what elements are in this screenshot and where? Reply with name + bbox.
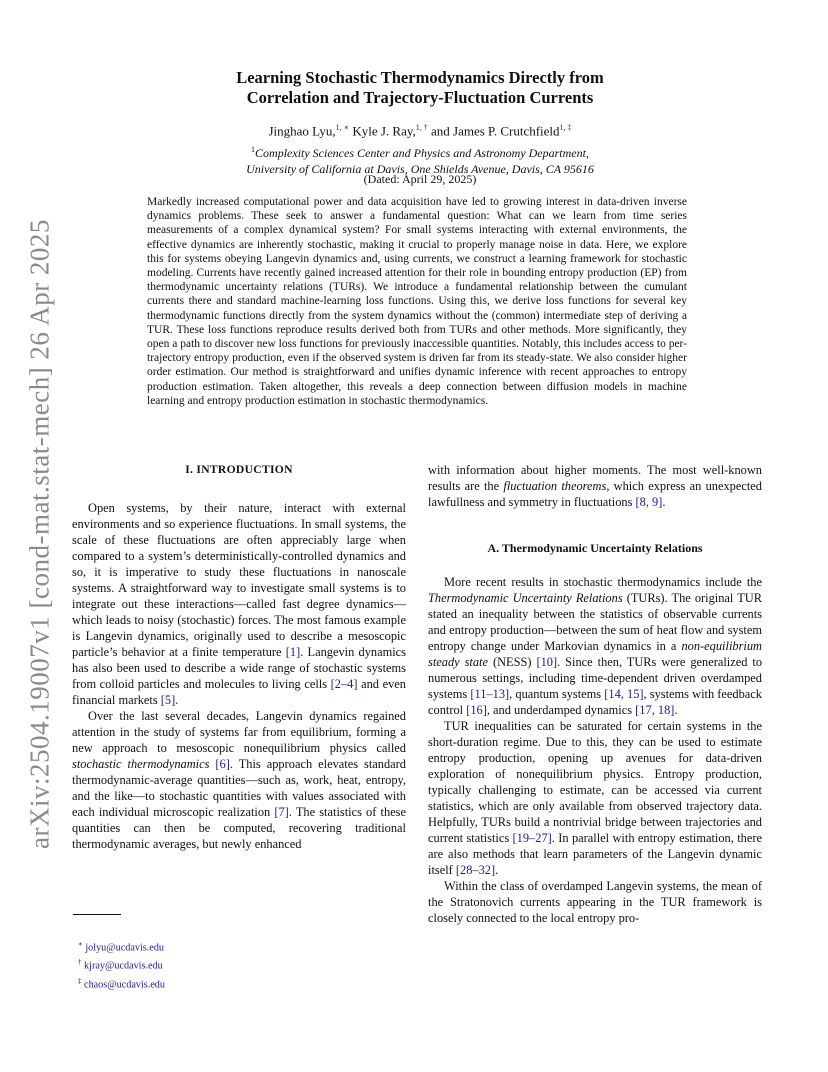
email-link[interactable]: jolyu@ucdavis.edu xyxy=(85,942,165,954)
emphasis: Thermodynamic Uncertainty Relations xyxy=(428,591,623,605)
section-heading: I. INTRODUCTION xyxy=(185,463,293,476)
footnotes xyxy=(78,937,165,992)
author-marks[interactable]: 1, † xyxy=(415,123,428,132)
citation-link[interactable]: [17, 18] xyxy=(635,703,675,717)
citation-link[interactable]: [28–32] xyxy=(455,863,496,877)
paragraph: More recent results in stochastic thermodynamics include the Thermodynamic Uncertainty Relations (TURs). The original TUR stated an inequality between the statistics of observable currents and entropy production—between the sum of heat flow and system entropy change under Markovian dynamics in a non-equilibrium steady state (NESS) [10]. Since then, TURs were generalized to numerous settings, including time-dependent driven overdamped systems [11–13], quantum systems [14, 15], systems with feedback control [16], and underdamped dynamics [17, 18]. xyxy=(428,575,763,717)
author-marks[interactable]: 1, ‡ xyxy=(559,123,572,132)
citation-link[interactable]: [16] xyxy=(466,703,487,717)
citation-link[interactable]: [14, 15] xyxy=(604,687,644,701)
subsection-heading: A. Thermodynamic Uncertainty Relations xyxy=(487,541,703,555)
abstract: Markedly increased computational power and data acquisition have led to growing interest in data-driven inverse dynamics problems. These seek to answer a fundamental question: What can we learn from time series measurements of a complex dynamical system? For small systems interacting with external environments, the effective dynamics are inherently stochastic, making it crucial to properly manage noise in data. Here, we explore this for systems obeying Langevin dynamics and, using currents, we construct a learning framework for stochastic modeling. Currents have recently gained increased attention for their role in bounding entropy production (EP) from thermodynamic uncertainty relations (TURs). We introduce a fundamental relationship between the cumulant currents there and standard machine-learning loss functions. Using this, we derive loss functions for several key thermodynamic functions directly from the system dynamics without the (common) intermediate step of deriving a TUR. These loss functions reproduce results derived both from TURs and other methods. More significantly, they open a path to discover new loss functions for previously inaccessible quantities. Notably, this includes access to per-trajectory entropy production, even if the observed system is driven far from its steady-state. We also consider higher order estimation. Our method is straightforward and unifies dynamic inference with recent approaches to entropy production estimation. Taken altogether, this reveals a deep connection between diffusion models in machine learning and entropy production estimation in stochastic thermodynamics. xyxy=(147,196,687,407)
citation-link[interactable]: [11–13] xyxy=(470,687,510,701)
email-link[interactable]: chaos@ucdavis.edu xyxy=(84,979,165,991)
title-line-1: Learning Stochastic Thermodynamics Directly from xyxy=(236,68,604,87)
citation-link[interactable]: [7] xyxy=(274,805,289,819)
affiliation-line-2: University of California at Davis, One Shields Avenue, Davis, CA 95616 xyxy=(246,162,594,176)
paragraph: with information about higher moments. The most well-known results are the fluctuation theorems, which express an unexpected lawfullness and symmetry in fluctuations [8, 9]. xyxy=(428,463,762,509)
citation-link[interactable]: [6] xyxy=(215,757,230,771)
left-column xyxy=(72,462,406,852)
date-line: (Dated: April 29, 2025) xyxy=(363,172,477,186)
paragraph: Within the class of overdamped Langevin systems, the mean of the Stratonovich currents appearing in the TUR framework is closely connected to the local entropy pro- xyxy=(428,879,762,925)
citation-link[interactable]: [10] xyxy=(536,655,558,669)
affiliation-mark: 1 xyxy=(251,145,256,154)
footnote: ‡ chaos@ucdavis.edu xyxy=(78,976,165,991)
citation-link[interactable]: [19–27] xyxy=(512,831,552,845)
right-column xyxy=(428,462,762,926)
citation-link[interactable]: [8, 9] xyxy=(635,495,663,509)
paragraph: TUR inequalities can be saturated for certain systems in the short-duration regime. Due to this, they can be used to estimate entropy production, opening up avenues for data-driven exploration of nonequilibrium physics. Entropy production, typically challenging to estimate, can be accessed via current statistics, which are only available from observed trajectory data. Helpfully, TURs build a nontrivial bridge between trajectories and current statistics [19–27]. In parallel with entropy estimation, there are also methods that learn parameters of the Langevin dynamic itself [28–32]. xyxy=(428,719,762,877)
emphasis: fluctuation theorems xyxy=(503,479,607,493)
footnote-rule xyxy=(73,914,121,915)
footnote: ∗ jolyu@ucdavis.edu xyxy=(78,940,165,954)
paragraph: Over the last several decades, Langevin dynamics regained attention in the study of systems far from equilibrium, forming a new approach to mesoscopic nonequilibrium physics called stochastic thermodynamics [6]. This approach elevates standard thermodynamic-average quantities—such as, work, heat, entropy, and the like—to stochastic quantities with values associated with each individual microscopic realization [7]. The statistics of these quantities can then be computed, recovering traditional thermodynamic averages, but newly enhanced xyxy=(72,709,406,851)
affiliation-line-1: Complexity Sciences Center and Physics and Astronomy Department, xyxy=(255,146,589,160)
arxiv-identifier: arXiv:2504.19007v1 [cond-mat.stat-mech] 26 Apr 2025 xyxy=(24,219,55,849)
emphasis: stochastic thermodynamics xyxy=(72,757,210,771)
author-name: Jinghao Lyu, xyxy=(268,123,336,139)
paragraph: Open systems, by their nature, interact with external environments and so experience fluctuations. In small systems, the scale of these fluctuations are often appreciably large when compared to a system’s deterministically-controlled dynamics and so, it is imperative to study these fluctuations in nanoscale systems. A straightforward way to investigate small systems is to integrate out these interactions—called fast degree dynamics—which leads to noisy (stochastic) forces. The most famous example is Langevin dynamics, originally used to describe a mesoscopic particle’s behavior at a finite temperature [1]. Langevin dynamics has also been used to describe a wide range of stochastic systems from colloid particles and molecules to living cells [2–4] and even financial markets [5]. xyxy=(72,501,406,707)
title-line-2: Correlation and Trajectory-Fluctuation Currents xyxy=(246,88,594,107)
emphasis: non-equilibrium steady state xyxy=(428,639,762,669)
citation-link[interactable]: [5] xyxy=(160,693,176,707)
author-name: Kyle J. Ray, xyxy=(352,123,416,139)
paper-title xyxy=(140,68,700,108)
email-link[interactable]: kjray@ucdavis.edu xyxy=(84,960,163,972)
author-list xyxy=(140,123,700,139)
author-name: and James P. Crutchfield xyxy=(431,123,560,139)
citation-link[interactable]: [2–4] xyxy=(330,677,358,691)
citation-link[interactable]: [1] xyxy=(285,645,301,659)
author-marks[interactable]: 1, ∗ xyxy=(335,123,350,132)
footnote: † kjray@ucdavis.edu xyxy=(78,958,163,972)
arxiv-side-banner xyxy=(22,219,58,849)
